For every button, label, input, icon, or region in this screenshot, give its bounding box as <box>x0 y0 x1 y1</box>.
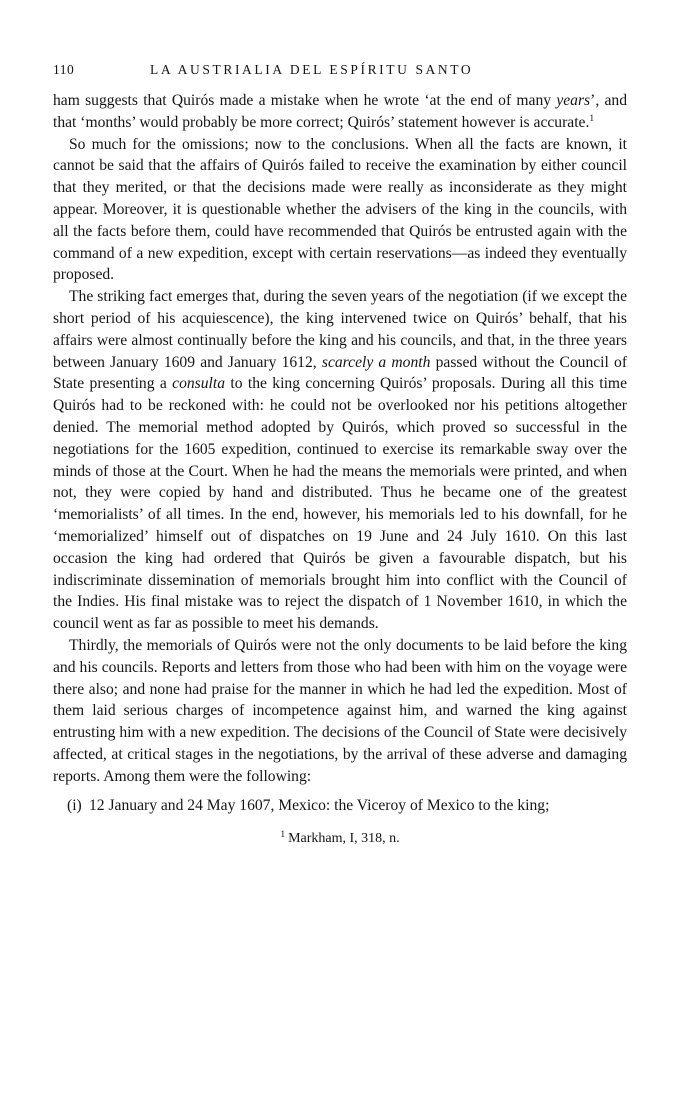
footnote <box>53 831 627 847</box>
book-page <box>53 62 627 847</box>
text-run: So much for the omissions; now to the conclusions. When all the facts are known, it cannot be said that the affairs of Quirós failed to receive the examination by either council that they merited, or that the decisions made were really as inconsiderate as they might appear. Moreover, it is questionable whether the advisers of the king in the councils, with all the facts before them, could have recommended that Quirós be entrusted again with the command of a new expedition, except with certain reservations—as indeed they eventually proposed. <box>53 135 627 284</box>
body-text <box>53 90 627 788</box>
text-run: Thirdly, the memorials of Quirós were not the only documents to be laid before the king and his councils. Reports and letters from those who had been with him on the voyage were there also; and none had praise for the manner in which he had led the expedition. Most of them laid serious charges of incompetence against him, and warned the king against entrusting him with a new expedition. The decisions of the Council of State were decisively affected, at critical stages in the negotiations, by the arrival of these adverse and damaging reports. Among them were the following: <box>53 636 627 785</box>
list-item-label: (i) <box>67 796 82 814</box>
running-title: LA AUSTRIALIA DEL ESPÍRITU SANTO <box>150 62 474 77</box>
footnote-reference: 1 <box>589 113 595 124</box>
text-run: passed without the Council of State presenting a <box>53 353 628 393</box>
paragraph <box>53 635 627 788</box>
footnote-text: Markham, I, 318, n. <box>288 831 400 847</box>
paragraph <box>53 286 627 635</box>
text-run: ’, and that ‘months’ would probably be more correct; Quirós’ statement however is accurate. <box>53 92 627 131</box>
italic-run: years <box>556 92 591 109</box>
italic-run: scarcely a month <box>321 353 431 371</box>
report-list <box>53 795 627 817</box>
italic-run: consulta <box>172 375 225 393</box>
text-run: The striking fact emerges that, during the seven years of the negotiation (if we except the short period of his acquiescence), the king intervened twice on Quirós’ behalf, that his affairs were almost continually before the king and his councils, and that, in the three years between January 1609 and January 1612, <box>53 288 627 371</box>
text-run: ham suggests that Quirós made a mistake when he wrote ‘at the end of many <box>53 92 557 109</box>
text-run: to the king concerning Quirós’ proposals. During all this time Quirós had to be reckoned with: he could not be overlooked nor his petitions altogether denied. The memorial method adopted by Quirós, which proved so successful in the negotiations for the 1605 expedition, continued to exercise its remarkable sway over the minds of those at the Court. When he had the means the memorials were printed, and when not, they were copied by hand and distributed. Thus he became one of the greatest ‘memorialists’ of all times. In the end, however, his memorials led to his downfall, for he ‘memorialized’ himself out of dispatches on 19 June and 24 July 1610. On this last occasion the king had ordered that Quirós be given a favourable dispatch, but his indiscriminate dissemination of memorials brought him into conflict with the Council of the Indies. His final mistake was to reject the dispatch of 1 November 1610, in which the council went as far as possible to meet his demands. <box>53 375 627 633</box>
page-number: 110 <box>53 62 75 77</box>
paragraph <box>53 90 627 134</box>
footnote-marker: 1 <box>280 829 286 840</box>
paragraph <box>53 134 627 287</box>
running-header <box>53 62 627 84</box>
list-item <box>67 795 627 817</box>
list-item-text: 12 January and 24 May 1607, Mexico: the Viceroy of Mexico to the king; <box>89 796 550 814</box>
